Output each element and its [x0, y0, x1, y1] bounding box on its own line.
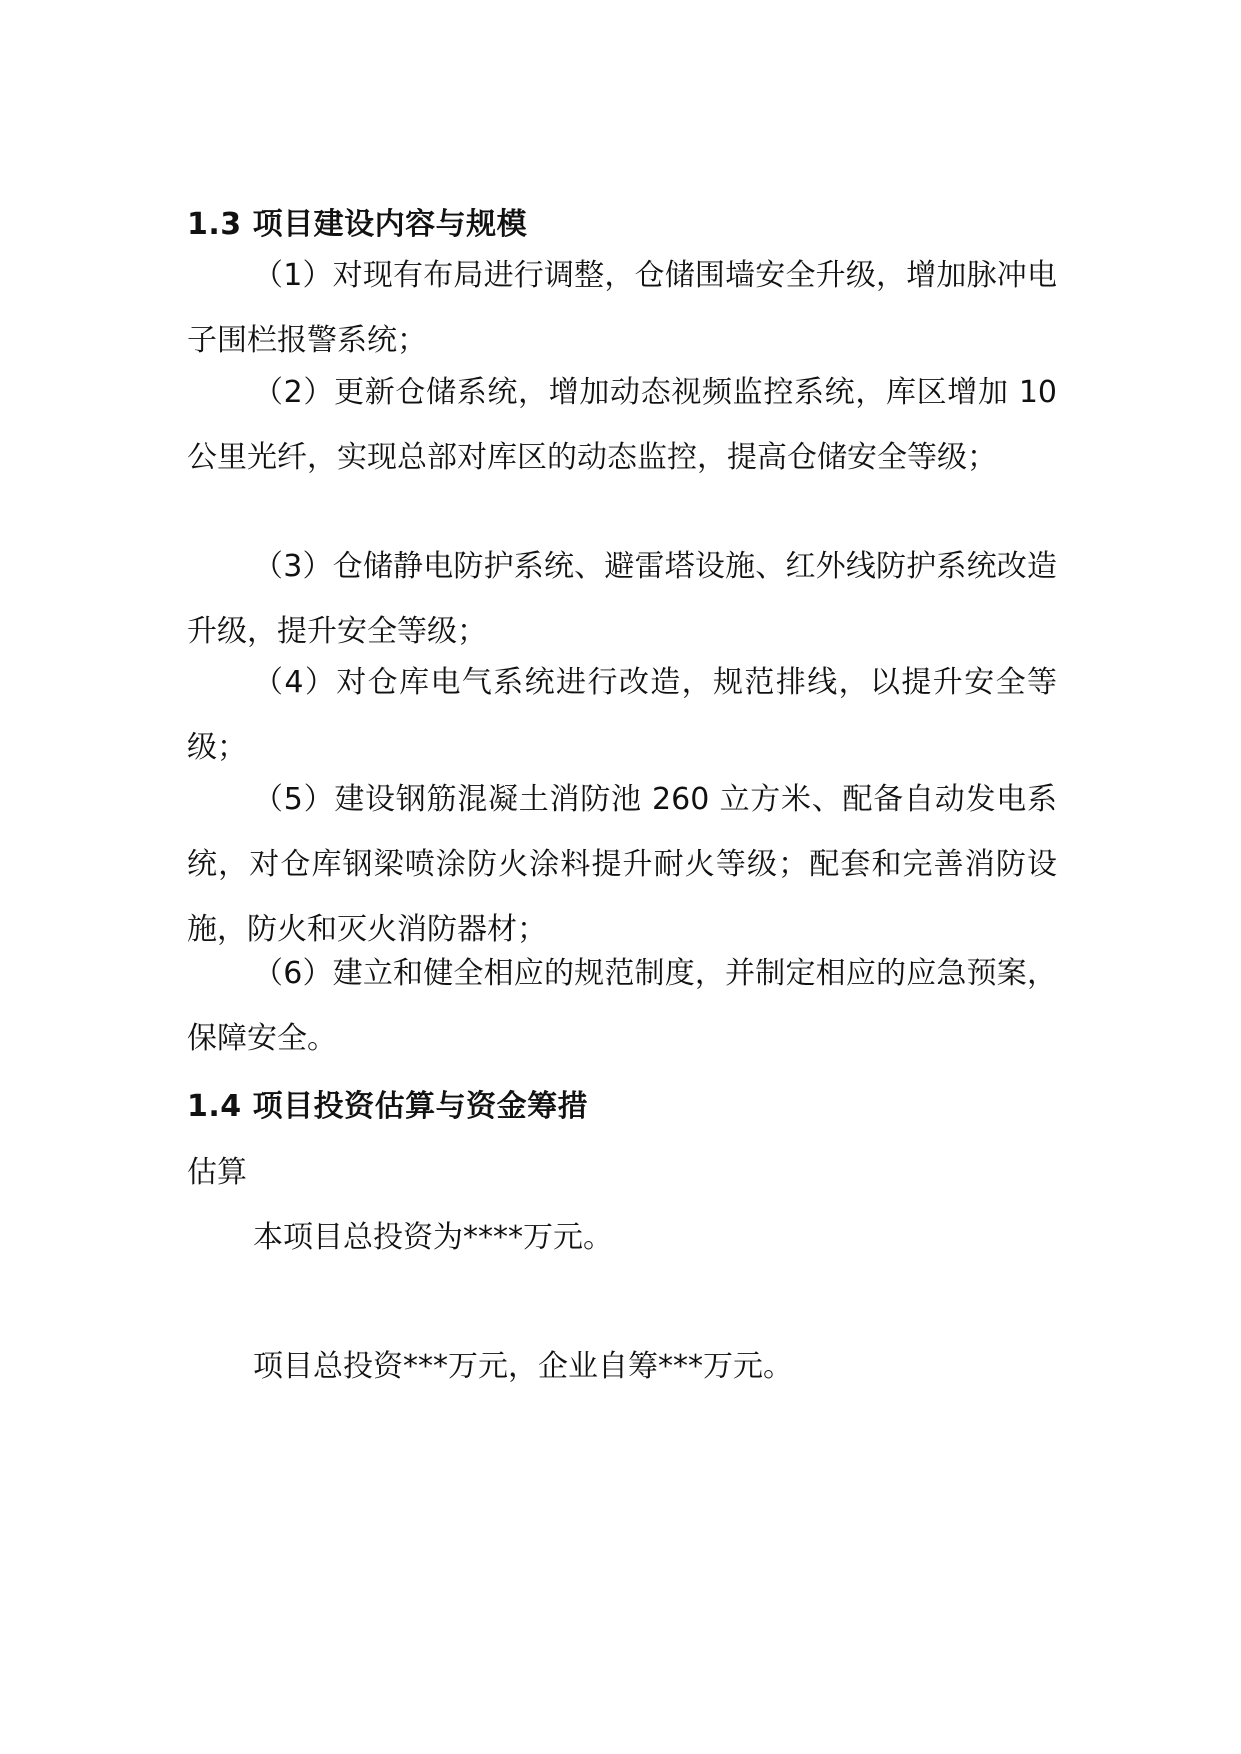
content-item-1: （1）对现有布局进行调整，仓储围墙安全升级，增加脉冲电子围栏报警系统； [187, 258, 1057, 358]
content-item-4: （4）对仓库电气系统进行改造，规范排线，以提升安全等级； [187, 665, 1057, 765]
content-item-2: （2）更新仓储系统，增加动态视频监控系统，库区增加 10 公里光纤，实现总部对库区的动态监控，提高仓储安全等级； [187, 375, 1057, 475]
funding-text: 项目总投资***万元，企业自筹***万元。 [253, 1349, 793, 1384]
content-item-6: （6）建立和健全相应的规范制度，并制定相应的应急预案，保障安全。 [187, 956, 1057, 1056]
content-item-5: （5）建设钢筋混凝土消防池 260 立方米、配备自动发电系统，对仓库钢梁喷涂防火涂料提升耐火等级；配套和完善消防设施，防火和灭火消防器材； [187, 782, 1057, 947]
estimate-subheading: 估算 [187, 1155, 247, 1190]
total-investment-text: 本项目总投资为****万元。 [253, 1220, 613, 1255]
section-heading-1-4: 1.4 项目投资估算与资金筹措 [187, 1089, 589, 1124]
content-item-3: （3）仓储静电防护系统、避雷塔设施、红外线防护系统改造升级，提升安全等级； [187, 549, 1057, 649]
section-heading-1-3: 1.3 项目建设内容与规模 [187, 207, 528, 242]
